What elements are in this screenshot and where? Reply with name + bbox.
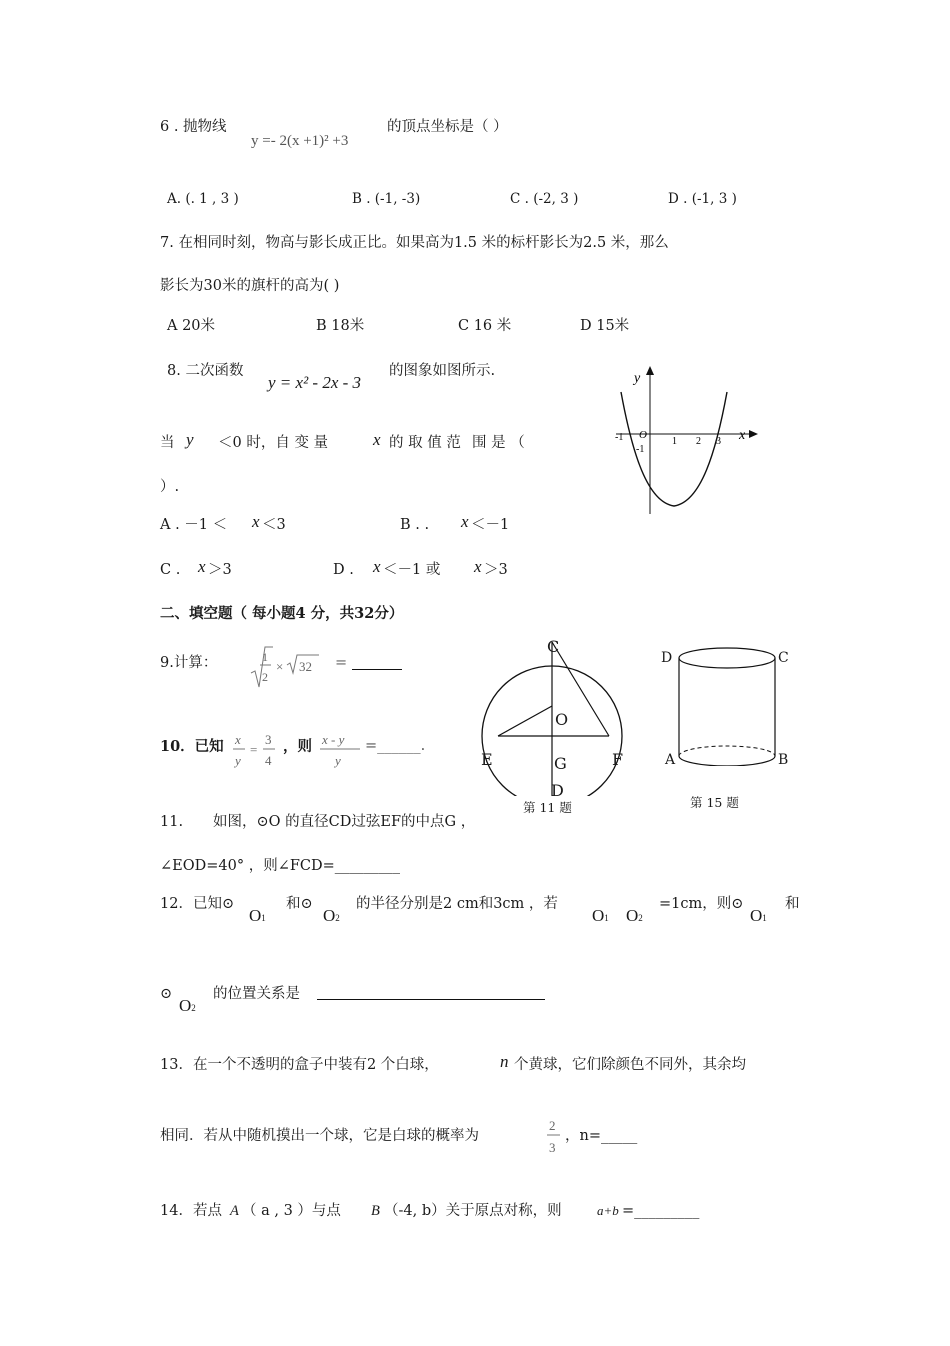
- q11-text: 如图，⊙O 的直径CD过弦EF的中点G ，: [213, 814, 476, 830]
- q8-option-a-x: x: [252, 512, 260, 531]
- q10-then: ，则: [283, 738, 312, 755]
- q9-expression: [249, 643, 329, 691]
- q6-option-b: B . (-1, -3): [352, 191, 421, 207]
- q12-part-b: 和⊙: [286, 896, 313, 912]
- q14-part-a: 14．若点: [160, 1203, 222, 1219]
- q7-line1: 7. 在相同时刻，物高与影长成正比。如果高为1.5 米的标杆影长为2.5 米，那么: [160, 235, 669, 251]
- parabola-graph: [612, 362, 762, 522]
- q14-expr: a+b: [597, 1203, 619, 1218]
- q8-option-c-x: x: [198, 557, 206, 576]
- svg-text:x - y: x - y: [322, 732, 345, 747]
- svg-text:=: =: [250, 742, 258, 757]
- q8-cond-end: ）.: [160, 479, 180, 495]
- graph-tick-neg1: -1: [615, 432, 624, 443]
- graph-y-label: y: [634, 371, 641, 386]
- svg-text:y: y: [335, 753, 341, 768]
- q11-lead: 11.: [160, 814, 184, 830]
- q6-tail: 的顶点坐标是（ ）: [387, 119, 508, 135]
- q14-point-b: B: [371, 1203, 380, 1219]
- q12-o2-c: O2: [179, 996, 196, 1015]
- q8-option-d-tail2: ＞3: [484, 562, 508, 578]
- q6-formula: y =- 2(x +1)² +3: [251, 133, 349, 149]
- q12-part-c: 的半径分别是2 cm和3cm ，若: [356, 896, 558, 912]
- q12-answer-blank[interactable]: [317, 999, 545, 1000]
- q8-cond-d: 围 是 （: [472, 435, 525, 451]
- q12-o1-a: O1: [249, 906, 266, 925]
- fig15-label-a: A: [665, 752, 676, 768]
- q10-fraction-target: [320, 729, 370, 769]
- q8-option-b-tail: ＜－1: [471, 517, 510, 533]
- q8-cond-y: y: [186, 430, 194, 449]
- q6-option-c: C . (-2, 3 ): [510, 191, 579, 207]
- q12-part-d: =1cm，则⊙: [659, 896, 744, 912]
- svg-text:3: 3: [265, 732, 272, 747]
- q11-line2: ∠EOD=40° ，则∠FCD=_________: [160, 858, 401, 874]
- graph-origin: O: [639, 429, 647, 441]
- figure-15-cylinder: [676, 646, 786, 766]
- q8-cond-a: 当: [160, 435, 175, 451]
- fig11-label-o: O: [555, 710, 569, 729]
- fig15-label-c: C: [778, 650, 789, 666]
- svg-text:2: 2: [549, 1118, 556, 1133]
- svg-text:1: 1: [262, 650, 268, 664]
- q8-option-d-x: x: [373, 557, 381, 576]
- q8-cond-c: 的 取 值 范: [389, 435, 461, 451]
- q8-lead: 8. 二次函数: [167, 363, 244, 379]
- fig15-label-b: B: [778, 752, 789, 768]
- graph-tick-y-neg1: -1: [636, 444, 645, 455]
- q9-equals: =: [335, 655, 348, 671]
- q6-option-a: A. (. 1 , 3 ): [167, 191, 239, 207]
- q13-line2b: ，n=_____: [565, 1128, 638, 1144]
- q8-formula: y = x² - 2x - 3: [268, 373, 362, 392]
- q12-part-g: 的位置关系是: [213, 986, 300, 1002]
- q13-line2a: 相同．若从中随机摸出一个球，它是白球的概率为: [160, 1128, 479, 1144]
- graph-tick-3: 3: [716, 436, 721, 447]
- graph-tick-2: 2: [696, 436, 701, 447]
- q9-lead: 9.计算：: [160, 655, 218, 671]
- q8-option-a-tail: ＜3: [262, 517, 286, 533]
- q13-line1a: 13．在一个不透明的盒子中装有2 个白球，: [160, 1057, 439, 1073]
- q10-lead: 10．已知: [160, 738, 224, 755]
- q6-lead: 6 . 抛物线: [160, 119, 227, 135]
- fig11-label-g: G: [554, 754, 567, 773]
- svg-text:y: y: [235, 753, 241, 768]
- q8-option-d-x2: x: [474, 557, 482, 576]
- q8-tail: 的图象如图所示.: [389, 363, 496, 379]
- figure-11-circle: [476, 636, 626, 796]
- q7-option-b: B 18米: [316, 318, 365, 334]
- fig11-caption: 第 11 题: [523, 800, 572, 815]
- q10-tail: =______.: [365, 738, 426, 754]
- q8-option-d: D .: [333, 562, 354, 578]
- graph-tick-1: 1: [672, 436, 677, 447]
- q12-o2-b: O2: [626, 906, 643, 925]
- fig11-label-c: C: [547, 637, 560, 656]
- svg-text:×: ×: [276, 659, 284, 674]
- q8-cond-x: x: [373, 430, 381, 449]
- q13-probability-fraction: [546, 1116, 562, 1156]
- q12-o2-a: O2: [323, 906, 340, 925]
- q8-option-c-tail: ＞3: [208, 562, 232, 578]
- q7-option-c: C 16 米: [458, 318, 512, 334]
- svg-text:32: 32: [299, 659, 312, 674]
- graph-x-label: x: [739, 428, 746, 443]
- fig11-label-d: D: [551, 781, 564, 800]
- q12-o1-c: O1: [750, 906, 767, 925]
- q12-part-a: 12．已知⊙: [160, 896, 235, 912]
- q13-n: n: [500, 1052, 509, 1071]
- fig15-caption: 第 15 题: [690, 795, 739, 810]
- q14-point-a: A: [230, 1203, 239, 1219]
- q8-option-d-tail: ＜－1 或: [383, 562, 441, 578]
- q8-option-c: C .: [160, 562, 181, 578]
- q12-o1-b: O1: [592, 906, 609, 925]
- q13-line1b: 个黄球，它们除颜色不同外，其余均: [514, 1057, 746, 1073]
- fig11-label-e: E: [481, 750, 493, 769]
- svg-text:x: x: [235, 732, 241, 747]
- q7-option-a: A 20米: [167, 318, 216, 334]
- q7-option-d: D 15米: [580, 318, 630, 334]
- q7-line2: 影长为30米的旗杆的高为( ): [160, 278, 340, 294]
- q8-option-a: A . －1 ＜: [160, 517, 228, 533]
- q14-part-b: （ a , 3 ）与点: [242, 1203, 341, 1219]
- q8-option-b-x: x: [461, 512, 469, 531]
- q12-part-e: 和: [785, 896, 800, 912]
- q14-part-c: （-4, b）关于原点对称，则: [384, 1203, 562, 1219]
- q12-part-f: ⊙: [160, 986, 173, 1002]
- q8-cond-b: ＜0 时，自 变 量: [218, 435, 329, 451]
- fig11-label-f: F: [612, 750, 624, 769]
- section2-heading: 二、填空题（ 每小题4 分，共32分）: [160, 605, 404, 622]
- svg-text:4: 4: [265, 753, 272, 768]
- q14-part-d: =_________: [622, 1203, 700, 1219]
- q8-option-b: B . .: [400, 517, 430, 533]
- svg-text:2: 2: [262, 670, 268, 684]
- svg-text:3: 3: [549, 1140, 556, 1155]
- q10-fraction-given: [231, 729, 291, 769]
- q9-answer-blank[interactable]: [352, 669, 402, 670]
- fig15-label-d: D: [661, 650, 673, 666]
- q6-option-d: D . (-1, 3 ): [668, 191, 737, 207]
